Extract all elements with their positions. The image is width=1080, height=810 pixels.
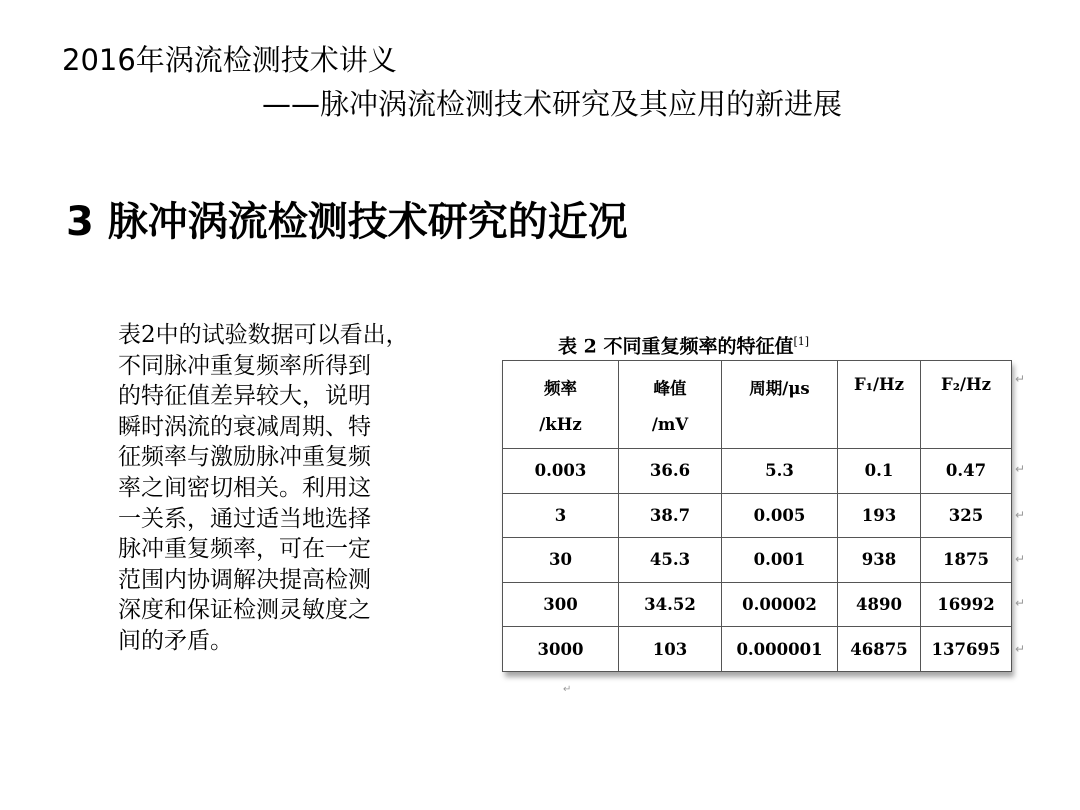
body-line: 征频率与激励脉冲重复频 xyxy=(118,444,371,471)
table-cell: 36.6 xyxy=(619,449,722,494)
table-cell: 137695 xyxy=(921,627,1012,672)
header-subtitle: ——脉冲涡流检测技术研究及其应用的新进展 xyxy=(262,87,843,121)
table-row xyxy=(503,582,1012,627)
table-cell: 45.3 xyxy=(619,538,722,583)
table-cell: 325 xyxy=(921,493,1012,538)
table-row xyxy=(503,627,1012,672)
table-cell: 3 xyxy=(503,493,619,538)
table-header-cell: 峰值 /mV xyxy=(619,361,722,449)
body-line: 率之间密切相关。利用这 xyxy=(118,474,371,501)
table-cell: 5.3 xyxy=(722,449,838,494)
table-header-cell: F₁/Hz xyxy=(838,361,921,449)
table-header-cell: 周期/μs xyxy=(722,361,838,449)
body-line: 的特征值差异较大，说明 xyxy=(118,383,371,410)
return-mark-icon: ↵ xyxy=(1015,552,1026,566)
body-line: 间的矛盾。 xyxy=(118,627,233,654)
table-cell: 0.001 xyxy=(722,538,838,583)
return-mark-icon: ↵ xyxy=(1015,372,1026,386)
table-header-row xyxy=(503,361,1012,449)
feature-table xyxy=(502,360,1012,672)
body-line: 一关系，通过适当地选择 xyxy=(118,505,371,532)
table-cell: 38.7 xyxy=(619,493,722,538)
table-cell: 0.000001 xyxy=(722,627,838,672)
table-cell: 1875 xyxy=(921,538,1012,583)
feature-table-container xyxy=(502,360,1011,672)
table-cell: 4890 xyxy=(838,582,921,627)
body-line: 深度和保证检测灵敏度之 xyxy=(118,597,371,624)
table-header-cell: F₂/Hz xyxy=(921,361,1012,449)
table-cell: 0.1 xyxy=(838,449,921,494)
table-cell: 103 xyxy=(619,627,722,672)
table-cell: 3000 xyxy=(503,627,619,672)
table-cell: 0.005 xyxy=(722,493,838,538)
body-line: 范围内协调解决提高检测 xyxy=(118,566,371,593)
table-cell: 0.00002 xyxy=(722,582,838,627)
section-heading: 3 脉冲涡流检测技术研究的近况 xyxy=(66,199,628,245)
table-cell: 300 xyxy=(503,582,619,627)
table-cell: 938 xyxy=(838,538,921,583)
return-mark-icon: ↵ xyxy=(563,684,572,695)
table-cell: 0.47 xyxy=(921,449,1012,494)
body-line: 表2中的试验数据可以看出， xyxy=(118,322,409,348)
body-line: 瞬时涡流的衰减周期、特 xyxy=(118,413,371,440)
return-mark-icon: ↵ xyxy=(1015,596,1026,610)
return-mark-icon: ↵ xyxy=(1015,642,1026,656)
table-caption xyxy=(558,330,809,358)
return-mark-icon: ↵ xyxy=(1015,462,1026,476)
table-row xyxy=(503,493,1012,538)
body-line: 脉冲重复频率，可在一定 xyxy=(118,536,371,563)
table-row xyxy=(503,449,1012,494)
body-paragraph xyxy=(118,320,458,657)
table-cell: 0.003 xyxy=(503,449,619,494)
table-cell: 193 xyxy=(838,493,921,538)
table-cell: 46875 xyxy=(838,627,921,672)
table-caption-text: 表 2 不同重复频率的特征值 xyxy=(558,335,794,358)
header-title: 2016年涡流检测技术讲义 xyxy=(62,43,397,77)
table-header-cell: 频率 /kHz xyxy=(503,361,619,449)
table-caption-reference: [1] xyxy=(793,335,810,348)
table-cell: 16992 xyxy=(921,582,1012,627)
table-row xyxy=(503,538,1012,583)
body-line: 不同脉冲重复频率所得到 xyxy=(118,352,371,379)
table-cell: 30 xyxy=(503,538,619,583)
table-cell: 34.52 xyxy=(619,582,722,627)
return-mark-icon: ↵ xyxy=(1015,508,1026,522)
